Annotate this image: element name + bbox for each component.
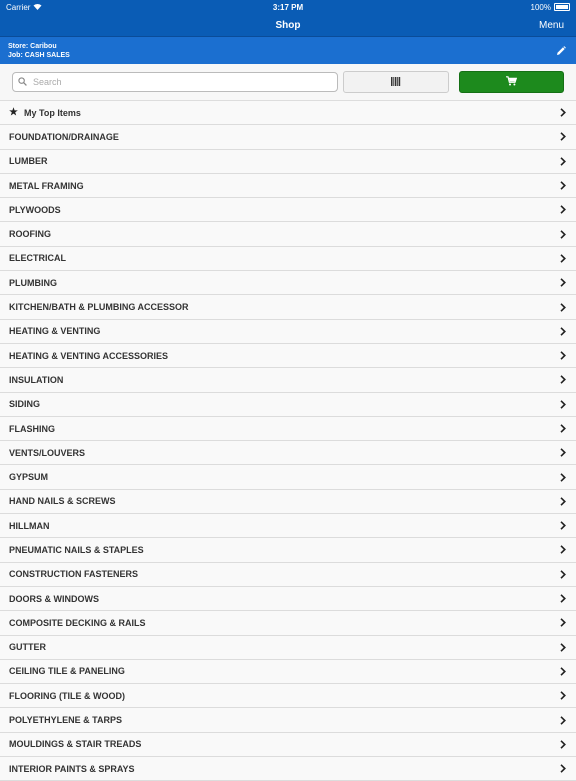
category-row[interactable] (0, 684, 576, 708)
battery-group (531, 3, 570, 12)
category-label: POLYETHYLENE & TARPS (9, 715, 123, 726)
chevron-right-icon (559, 472, 567, 482)
category-label: PLYWOODS (9, 204, 61, 215)
pencil-icon[interactable] (554, 44, 568, 58)
chevron-right-icon (559, 132, 567, 142)
job-line: Job: CASH SALES (8, 51, 70, 59)
category-row[interactable] (0, 393, 576, 417)
chevron-right-icon (559, 715, 567, 725)
category-label: PNEUMATIC NAILS & STAPLES (9, 544, 144, 555)
row-label-group (9, 715, 122, 725)
category-label: HAND NAILS & SCREWS (9, 496, 116, 507)
chevron-right-icon (559, 691, 567, 701)
category-row[interactable] (0, 563, 576, 587)
category-row[interactable] (0, 125, 576, 149)
chevron-right-icon (559, 424, 567, 434)
row-label-group (9, 618, 146, 628)
row-label-group (9, 375, 63, 385)
row-label-group (9, 205, 61, 215)
category-label: ROOFING (9, 229, 51, 240)
menu-button[interactable]: Menu (538, 19, 564, 31)
category-row[interactable] (0, 587, 576, 611)
chevron-right-icon (559, 521, 567, 531)
category-label: GYPSUM (9, 472, 49, 483)
category-label: DOORS & WINDOWS (9, 593, 99, 604)
row-label-group (9, 666, 125, 676)
category-label: SIDING (9, 399, 41, 410)
category-row[interactable] (0, 320, 576, 344)
row-label-group (9, 764, 135, 774)
category-label: PLUMBING (9, 277, 57, 288)
category-label: CONSTRUCTION FASTENERS (9, 569, 139, 580)
carrier-group (6, 3, 42, 12)
store-line: Store: Caribou (8, 42, 57, 50)
chevron-right-icon (559, 545, 567, 555)
category-row[interactable] (0, 733, 576, 757)
row-label-group (9, 691, 125, 701)
row-label-group (9, 496, 116, 506)
row-label-group (9, 156, 48, 166)
chevron-right-icon (559, 399, 567, 409)
category-label: INSULATION (9, 374, 64, 385)
row-label-group (9, 399, 40, 409)
row-label-group (9, 642, 46, 652)
chevron-right-icon (559, 375, 567, 385)
category-row[interactable] (0, 247, 576, 271)
page-title: Shop (275, 19, 301, 31)
battery-percent: 100% (530, 2, 551, 12)
row-label-group (9, 569, 138, 579)
category-label: METAL FRAMING (9, 180, 84, 191)
category-label: ELECTRICAL (9, 253, 66, 264)
chevron-right-icon (559, 229, 567, 239)
category-label: HEATING & VENTING ACCESSORIES (9, 350, 169, 361)
chevron-right-icon (559, 642, 567, 652)
row-label-group (9, 132, 119, 142)
category-label: HILLMAN (9, 520, 50, 531)
barcode-icon (391, 73, 401, 91)
chevron-right-icon (559, 351, 567, 361)
category-row[interactable] (0, 368, 576, 392)
category-row[interactable] (0, 198, 576, 222)
category-row[interactable] (0, 344, 576, 368)
category-label: FOUNDATION/DRAINAGE (9, 131, 119, 142)
battery-icon (554, 3, 570, 11)
row-label-group (9, 351, 168, 361)
chevron-right-icon (559, 181, 567, 191)
chevron-right-icon (559, 594, 567, 604)
category-label: COMPOSITE DECKING & RAILS (9, 617, 146, 628)
row-label-group (9, 545, 144, 555)
chevron-right-icon (559, 108, 567, 118)
barcode-scan-button[interactable] (343, 71, 450, 93)
category-label: GUTTER (9, 642, 46, 653)
category-row[interactable] (0, 174, 576, 198)
row-label-group (9, 739, 141, 749)
category-row[interactable] (0, 441, 576, 465)
chevron-right-icon (559, 448, 567, 458)
category-row[interactable] (0, 660, 576, 684)
row-label-group (9, 448, 85, 458)
toolbar (0, 64, 576, 101)
cart-icon (506, 73, 517, 91)
row-label-group (9, 472, 48, 482)
search-field[interactable] (12, 72, 338, 92)
category-label: FLASHING (9, 423, 55, 434)
store-info (8, 42, 70, 60)
category-label: My Top Items (24, 107, 81, 118)
chevron-right-icon (559, 618, 567, 628)
category-row[interactable] (0, 538, 576, 562)
chevron-right-icon (559, 253, 567, 263)
nav-bar (0, 14, 576, 36)
chevron-right-icon (559, 205, 567, 215)
carrier-label: Carrier (6, 2, 31, 12)
chevron-right-icon (559, 278, 567, 288)
category-row[interactable] (0, 295, 576, 319)
chevron-right-icon (559, 302, 567, 312)
category-row[interactable] (0, 222, 576, 246)
chevron-right-icon (559, 764, 567, 774)
chevron-right-icon (559, 156, 567, 166)
category-row[interactable] (0, 490, 576, 514)
category-row[interactable] (0, 611, 576, 635)
chevron-right-icon (559, 739, 567, 749)
category-row[interactable] (0, 417, 576, 441)
row-label-group (9, 424, 55, 434)
chevron-right-icon (559, 326, 567, 336)
category-list (0, 101, 576, 781)
category-row[interactable] (0, 150, 576, 174)
category-row[interactable] (0, 271, 576, 295)
row-label-group (9, 302, 189, 312)
chevron-right-icon (559, 496, 567, 506)
category-row[interactable] (0, 465, 576, 489)
category-label: LUMBER (9, 156, 48, 167)
category-label: MOULDINGS & STAIR TREADS (9, 739, 142, 750)
status-bar (0, 0, 576, 14)
category-label: HEATING & VENTING (9, 326, 101, 337)
status-time: 3:17 PM (272, 2, 304, 12)
category-label: INTERIOR PAINTS & SPRAYS (9, 763, 135, 774)
row-label-group (9, 181, 84, 191)
category-label: VENTS/LOUVERS (9, 447, 86, 458)
row-label-group (9, 326, 100, 336)
category-label: FLOORING (TILE & WOOD) (9, 690, 125, 701)
row-label-group (9, 229, 51, 239)
cart-button[interactable] (459, 71, 564, 93)
chevron-right-icon (559, 666, 567, 676)
row-label-group (9, 278, 57, 288)
star-icon (9, 107, 18, 118)
top-items-row[interactable] (0, 101, 576, 125)
store-bar (0, 36, 576, 64)
chevron-right-icon (559, 569, 567, 579)
category-row[interactable] (0, 514, 576, 538)
row-label-group (9, 594, 99, 604)
search-input[interactable] (31, 76, 332, 88)
category-row[interactable] (0, 636, 576, 660)
row-label-group (9, 107, 81, 118)
category-label: CEILING TILE & PANELING (9, 666, 125, 677)
row-label-group (9, 253, 66, 263)
search-icon (18, 73, 27, 91)
category-label: KITCHEN/BATH & PLUMBING ACCESSOR (9, 302, 189, 313)
wifi-icon (33, 3, 42, 12)
row-label-group (9, 521, 50, 531)
category-row[interactable] (0, 708, 576, 732)
category-row[interactable] (0, 757, 576, 781)
